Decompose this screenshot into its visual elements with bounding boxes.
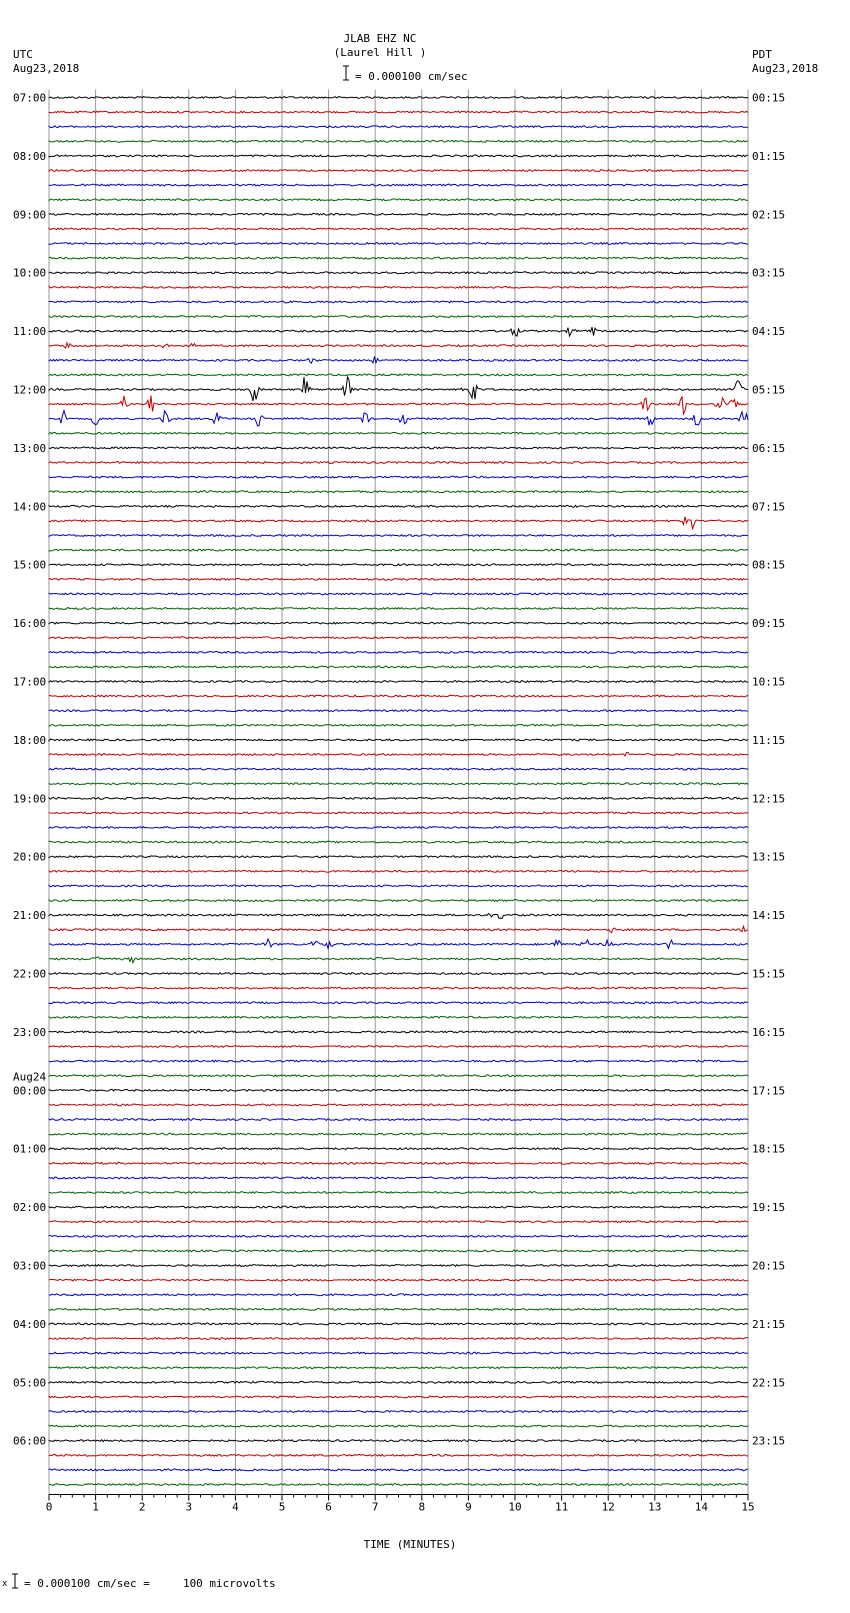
scale-bar-icon [343,66,349,80]
right-hour-label: 22:15 [752,1376,786,1390]
trace-23 [49,432,748,434]
trace-49 [49,812,748,814]
trace-20 [49,377,748,401]
trace-87 [49,1367,748,1369]
left-hour-label: 16:00 [13,617,47,631]
left-hour-label: 14:00 [13,500,47,514]
trace-15 [49,316,748,318]
x-axis-label: TIME (MINUTES) [363,1538,457,1551]
x-tick-label: 2 [138,1500,146,1514]
trace-70 [49,1119,748,1121]
trace-64 [49,1031,748,1033]
trace-37 [49,637,748,639]
trace-63 [49,1016,748,1018]
x-tick-label: 12 [601,1500,615,1514]
left-hour-label: 23:00 [13,1025,47,1039]
trace-48 [49,797,748,799]
pdt-hour-labels [752,92,785,1448]
trace-3 [49,140,748,142]
trace-57 [49,926,748,932]
footer-scale-label: = 0.000100 cm/sec = 100 microvolts [24,1577,276,1590]
trace-6 [49,184,748,186]
trace-30 [49,535,748,537]
right-hour-label: 23:15 [752,1434,786,1448]
scale-bar-label: = 0.000100 cm/sec [355,70,468,83]
x-tick-label: 0 [45,1500,53,1514]
trace-60 [49,973,748,975]
x-tick-label: 3 [185,1500,193,1514]
trace-11 [49,257,748,259]
trace-75 [49,1192,748,1194]
left-hour-label: 12:00 [13,383,47,397]
trace-33 [49,578,748,580]
trace-86 [49,1352,748,1354]
trace-8 [49,213,748,215]
right-hour-label: 16:15 [752,1025,786,1039]
trace-83 [49,1308,748,1310]
right-hour-label: 18:15 [752,1142,786,1156]
trace-80 [49,1265,748,1267]
right-hour-label: 11:15 [752,733,786,747]
trace-13 [49,286,748,288]
trace-65 [49,1046,748,1048]
trace-88 [49,1381,748,1383]
left-hour-label: 19:00 [13,792,47,806]
right-date: Aug23,2018 [752,62,819,75]
trace-53 [49,870,748,872]
trace-27 [49,491,748,493]
left-hour-label: 00:00 [13,1084,47,1098]
trace-74 [49,1177,748,1179]
trace-41 [49,695,748,697]
trace-95 [49,1484,748,1486]
left-hour-label: 17:00 [13,675,47,689]
left-hour-label: 13:00 [13,441,47,455]
trace-79 [49,1250,748,1252]
trace-78 [49,1235,748,1237]
x-tick-label: 13 [648,1500,662,1514]
trace-90 [49,1411,748,1413]
left-timezone: UTC [13,48,33,61]
x-tick-label: 10 [508,1500,522,1514]
trace-76 [49,1206,748,1208]
trace-47 [49,783,748,785]
trace-32 [49,564,748,566]
trace-36 [49,622,748,624]
trace-58 [49,939,748,948]
trace-28 [49,505,748,507]
x-tick-label: 14 [694,1500,709,1514]
trace-52 [49,856,748,858]
trace-56 [49,914,748,919]
trace-94 [49,1469,748,1471]
x-tick-label: 5 [278,1500,286,1514]
left-hour-label: 02:00 [13,1201,47,1215]
trace-0 [49,97,748,99]
left-hour-label: 11:00 [13,325,47,339]
footer-prefix: x [2,1579,8,1589]
trace-40 [49,681,748,683]
trace-89 [49,1396,748,1398]
trace-71 [49,1133,748,1135]
x-tick-label: 11 [554,1500,569,1514]
trace-35 [49,608,748,610]
trace-55 [49,900,748,902]
left-hour-label: 21:00 [13,909,47,923]
trace-22 [49,411,748,426]
trace-61 [49,987,748,989]
trace-31 [49,549,748,551]
trace-81 [49,1279,748,1281]
right-timezone: PDT [752,48,772,61]
left-hour-label: 22:00 [13,967,47,981]
left-hour-label: 07:00 [13,91,47,105]
trace-69 [49,1104,748,1106]
x-tick-label: 6 [325,1500,332,1514]
trace-4 [49,155,748,157]
x-tick-label: 9 [465,1500,472,1514]
trace-82 [49,1294,748,1296]
trace-12 [49,272,748,274]
right-hour-label: 01:15 [752,149,786,163]
right-hour-label: 09:15 [752,617,786,631]
trace-24 [49,447,748,449]
trace-51 [49,841,748,843]
trace-85 [49,1338,748,1340]
x-tick-label: 8 [418,1500,426,1514]
trace-59 [49,957,748,963]
trace-77 [49,1221,748,1223]
left-hour-label: 18:00 [13,733,47,747]
left-hour-label: 05:00 [13,1376,47,1390]
trace-9 [49,228,748,230]
trace-43 [49,724,748,726]
utc-hour-labels [13,92,46,1448]
trace-50 [49,827,748,829]
left-hour-label: 20:00 [13,850,47,864]
left-hour-label: 01:00 [13,1142,47,1156]
right-hour-label: 02:15 [752,208,786,222]
trace-34 [49,593,748,595]
trace-21 [49,396,748,414]
right-hour-label: 19:15 [752,1201,786,1215]
right-hour-label: 12:15 [752,792,786,806]
right-hour-label: 10:15 [752,675,786,689]
trace-73 [49,1162,748,1164]
x-tick-label: 7 [371,1500,379,1514]
trace-29 [49,517,748,529]
trace-14 [49,301,748,303]
right-hour-label: 06:15 [752,441,786,455]
footer-scale-icon [12,1574,18,1588]
right-hour-label: 20:15 [752,1259,786,1273]
trace-17 [49,343,748,348]
trace-84 [49,1323,748,1325]
left-date: Aug23,2018 [13,62,80,75]
right-hour-label: 13:15 [752,850,786,864]
station-code: JLAB EHZ NC [343,32,417,45]
trace-16 [49,327,748,336]
trace-66 [49,1060,748,1062]
x-tick-label: 4 [232,1500,239,1514]
left-hour-label: 10:00 [13,266,47,280]
trace-44 [49,739,748,741]
trace-92 [49,1440,748,1442]
left-hour-label: 03:00 [13,1259,47,1273]
trace-19 [49,374,748,376]
trace-38 [49,651,748,653]
trace-62 [49,1002,748,1004]
trace-68 [49,1089,748,1091]
trace-26 [49,476,748,478]
left-hour-label: 08:00 [13,149,47,163]
vertical-grid [49,90,748,1495]
x-tick-label: 15 [741,1500,755,1514]
trace-2 [49,126,748,128]
left-hour-label: 09:00 [13,208,47,222]
right-hour-label: 00:15 [752,91,786,105]
trace-72 [49,1148,748,1150]
trace-54 [49,885,748,887]
right-hour-label: 03:15 [752,266,786,280]
trace-93 [49,1454,748,1456]
right-hour-label: 15:15 [752,967,786,981]
trace-45 [49,752,748,756]
left-date-label: Aug24 [13,1070,47,1084]
trace-7 [49,199,748,201]
left-hour-label: 15:00 [13,558,47,572]
right-hour-label: 17:15 [752,1084,786,1098]
trace-5 [49,170,748,172]
right-hour-label: 05:15 [752,383,786,397]
trace-39 [49,666,748,668]
trace-group [49,97,748,1486]
right-hour-label: 08:15 [752,558,786,572]
trace-67 [49,1075,748,1077]
right-hour-label: 04:15 [752,325,786,339]
trace-91 [49,1425,748,1427]
trace-18 [49,356,748,363]
trace-25 [49,462,748,464]
trace-46 [49,768,748,770]
left-hour-label: 04:00 [13,1317,47,1331]
right-hour-label: 14:15 [752,909,786,923]
station-name: (Laurel Hill ) [333,46,427,59]
right-hour-label: 21:15 [752,1317,786,1331]
trace-10 [49,243,748,245]
trace-1 [49,111,748,113]
time-axis [46,1495,755,1514]
right-hour-label: 07:15 [752,500,786,514]
left-hour-label: 06:00 [13,1434,47,1448]
trace-42 [49,710,748,712]
x-tick-label: 1 [92,1500,99,1514]
